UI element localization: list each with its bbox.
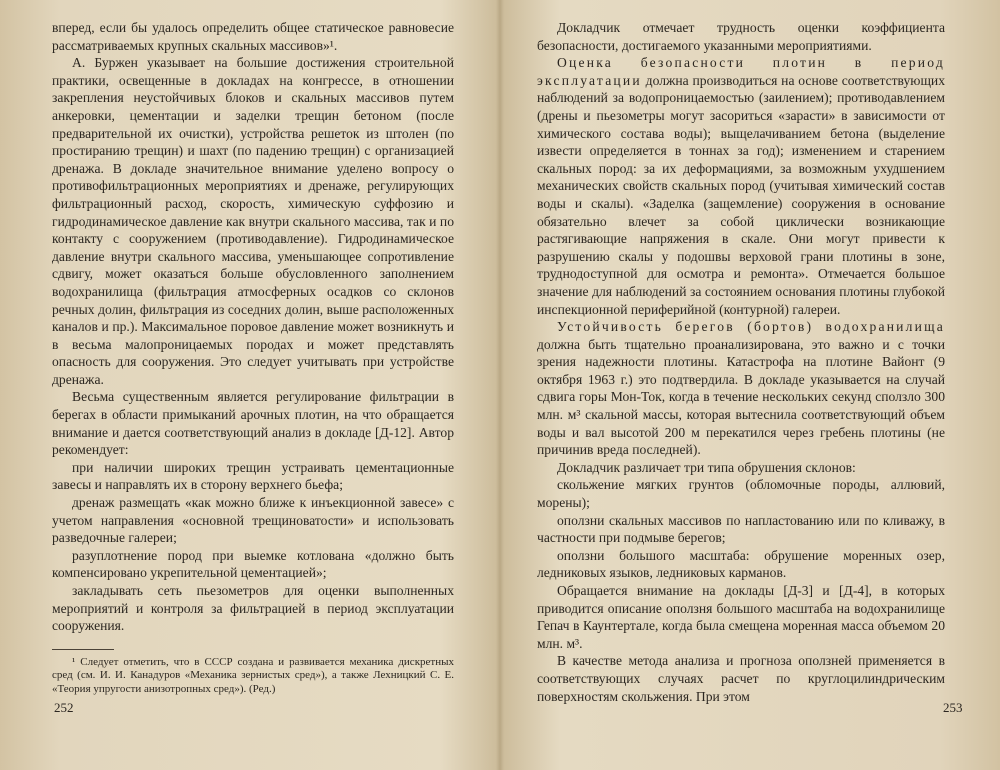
spaced-heading: Оценка безопасности плотин в период эксплуатации <box>537 55 945 88</box>
list-item: оползни скальных массивов по напластованию или по кливажу, в частности при подмыве берегов; <box>537 512 945 546</box>
paragraph: В качестве метода анализа и прогноза оползней применяется в соответствующих случаях расчет по круглоцилиндрическим поверхностям скольжения. При этом <box>537 653 945 704</box>
page-number: 253 <box>943 700 963 715</box>
list-item: разуплотнение пород при выемке котлована «должно быть компенсировано укрепительной цементацией»; <box>52 547 454 581</box>
paragraph-text: должна быть тщательно проанализирована, это важно и с точки зрения надежности плотины. Катастрофа на плотине Вайонт (9 октября 1963 г.) это подтвердила. В докладе указывается на случай сдвига горы Мон-Ток, когда в течение нескольких секунд сползло 300 млн. м³ скальной массы, которая вытеснила соответствующий объем воды и вал высотой 200 м перекатился через гребень плотины (не причинив вреда последней). <box>537 336 945 458</box>
list-item: при наличии широких трещин устраивать цементационные завесы и направлять их в сторону верхнего бьефа; <box>52 459 454 493</box>
paragraph <box>537 54 945 318</box>
list-item: оползни большого масштаба: обрушение моренных озер, ледниковых языков, ледниковых карманов. <box>537 547 945 581</box>
footnote-divider <box>52 649 114 650</box>
footnote <box>52 656 454 696</box>
paragraph: А. Буржен указывает на большие достижения строительной практики, освещенные в докладах на конгрессе, в отношении закрепления неустойчивых блоков и скальных массивов путем анкеровки, цементации и заделки трещин бетоном (после предварительной их очистки), устройства решеток из штолен (по простиранию трещин) и шахт (по падению трещин) с организацией дренажа. В докладе значительное внимание уделено вопросу о противофильтрационных мероприятиях и дренаже, регулирующих фильтрационный расход, скорость, химическую суффозию и гидродинамическое давление как внутри скального массива, так и по контакту с сооружением (противодавление). Гидродинамическое давление внутри скального массива, уменьшающее сопротивление сдвигу, может оказаться больше обусловленного заполнением водохранилища (фильтрация атмосферных осадков со склонов речных долин, фильтрация из соседних долин, выше расположенных каналов и пр.). Максимальное поровое давление может возникнуть и в весьма малопроницаемых породах и может представлять опасность для сооружения. Это следует учитывать при устройстве дренажа. <box>52 55 454 387</box>
list-item: закладывать сеть пьезометров для оценки выполненных мероприятий и контроля за фильтрацией в период эксплуатации сооружения. <box>52 583 454 634</box>
paragraph: Докладчик различает три типа обрушения склонов: <box>557 459 856 475</box>
paragraph: Весьма существенным является регулирование фильтрации в берегах в области примыканий арочных плотин, на что обращается внимание и дается соответствующий анализ в докладе [Д-12]. Автор рекомендует: <box>52 389 454 458</box>
footnote-text: ¹ Следует отметить, что в СССР создана и развивается механика дискретных сред (см. И. И. Канадуров «Механика зернистых сред»), а также Лехницкий С. Е. «Теория упругости анизотропных сред»). (Ред.) <box>52 655 454 695</box>
list-item: скольжение мягких грунтов (обломочные породы, аллювий, морены); <box>537 477 945 511</box>
spaced-heading: Устойчивость берегов (бортов) водохранилища <box>557 319 945 335</box>
page-number: 252 <box>54 700 74 715</box>
paragraph <box>537 318 945 459</box>
left-page-text <box>52 19 454 696</box>
paragraph: вперед, если бы удалось определить общее статическое равновесие рассматриваемых крупных скальных массивов»¹. <box>52 20 454 53</box>
paragraph: Обращается внимание на доклады [Д-3] и [Д-4], в которых приводится описание оползня большого масштаба на водохранилище Гепач в Каунтертале, когда была смещена моренная масса объемом 20 млн. м³. <box>537 583 945 651</box>
right-page <box>500 0 1000 770</box>
list-item: дренаж размещать «как можно ближе к инъекционной завесе» с учетом направления «основной трещиноватости» и использовать разведочные галереи; <box>52 495 454 546</box>
paragraph-text: должна производиться на основе соответствующих наблюдений за водопроницаемостью (заилением); противодавлением (дрены и пьезометры могут засориться «зарасти» в зависимости от химического состава воды); выщелачиванием бетона (выделение извести определяется в тоннах за год); изменением и старением скальных пород: за их деформациями, за возможным ухудшением механических свойств скальных пород (учитывая химический состав воды и скалы). «Заделка (защемление) сооружения в основание обязательно влечет за собой циклически возникающие растягивающие напряжения в скале. Они могут привести к разрушению скалы у подошвы верховой грани плотины в зоне, труднодоступной для осмотра и ремонта». Отмечается большое значение для наблюдений за состоянием основания плотины глубокой инспекционной периферийной (контурной) галереи. <box>537 72 945 317</box>
paragraph: Докладчик отмечает трудность оценки коэффициента безопасности, достигаемого указанными мероприятиями. <box>537 20 945 53</box>
right-page-text <box>537 19 945 705</box>
